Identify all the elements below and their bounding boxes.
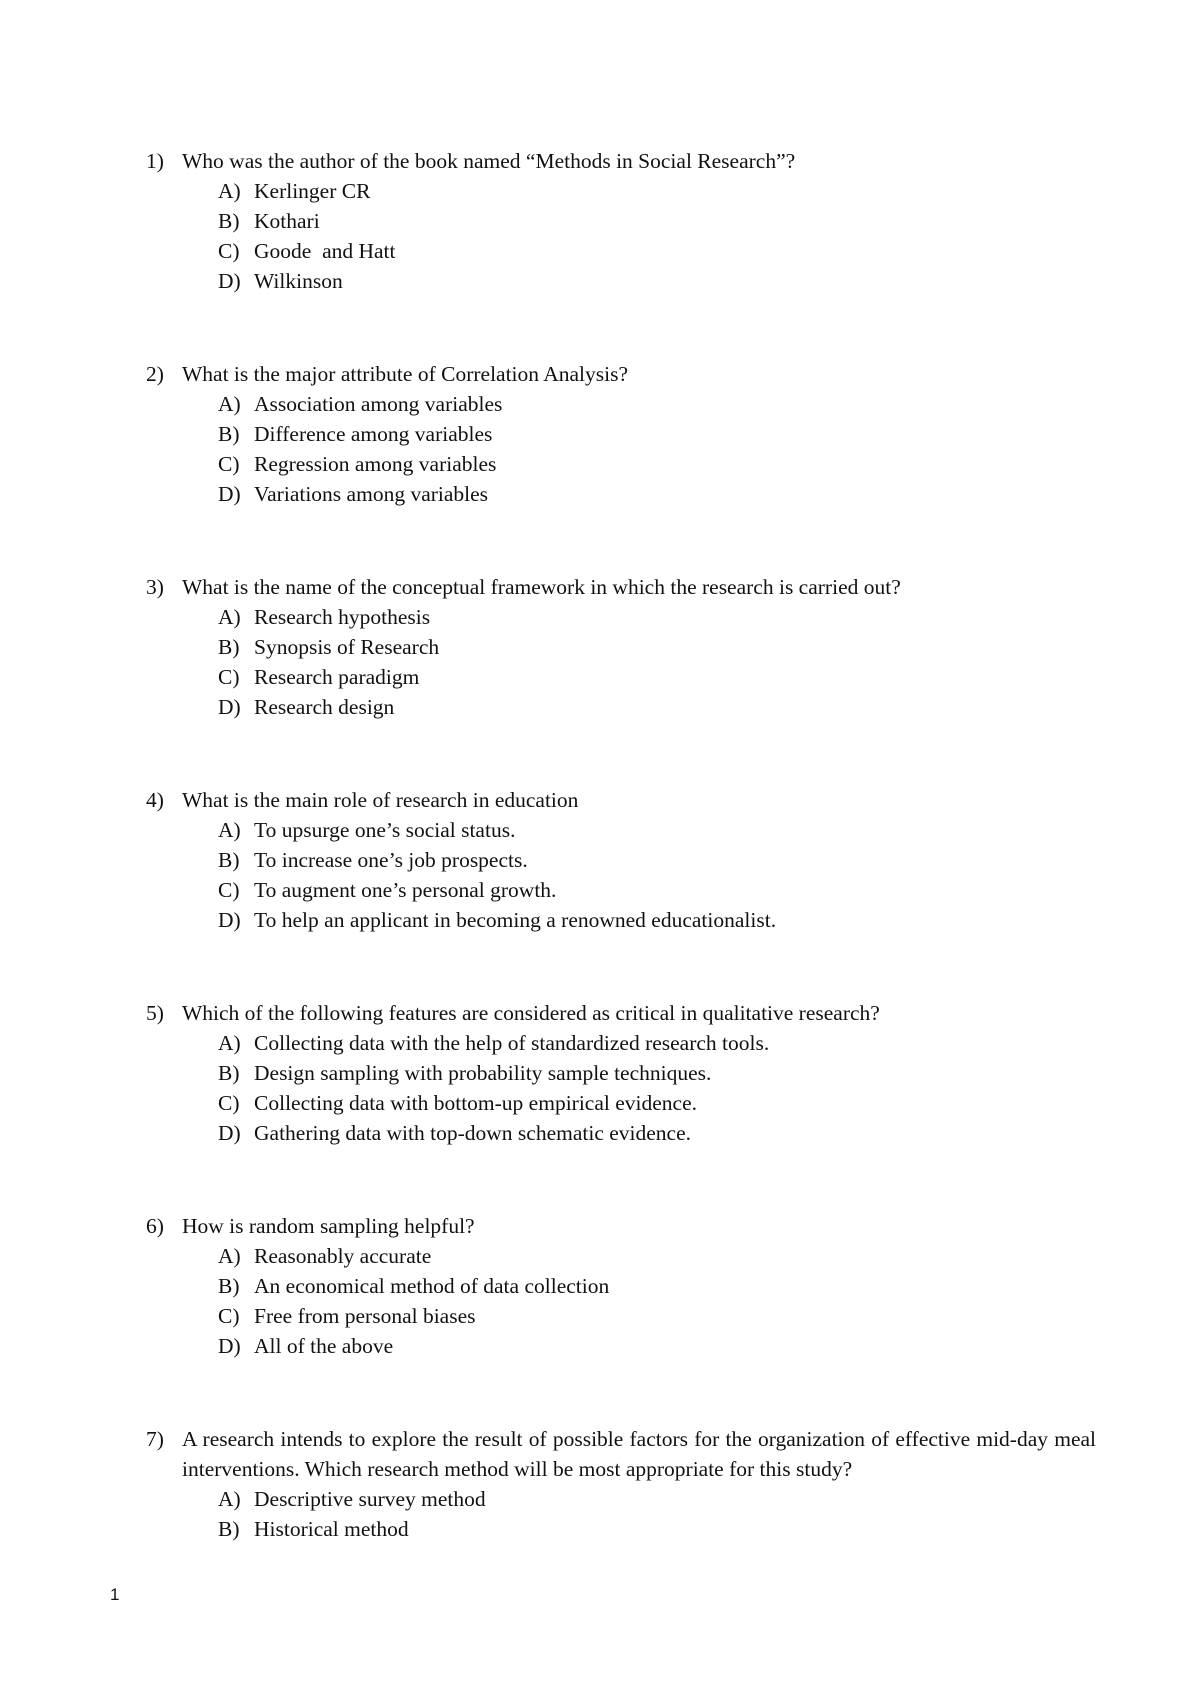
option-a [146, 1241, 1096, 1271]
option-letter: D) [218, 482, 241, 506]
option-letter: A) [218, 818, 241, 842]
question-number: 2) [146, 362, 164, 386]
option-text: To augment one’s personal growth. [254, 878, 557, 902]
option-c [146, 449, 1096, 479]
option-letter: B) [218, 635, 240, 659]
question-list [146, 146, 1096, 1544]
option-list [146, 602, 1096, 722]
option-letter: A) [218, 1031, 241, 1055]
option-text: Goode and Hatt [254, 239, 396, 263]
option-text: To help an applicant in becoming a renowned educationalist. [254, 908, 777, 932]
option-a [146, 1028, 1096, 1058]
option-text: Collecting data with the help of standardized research tools. [254, 1031, 770, 1055]
option-letter: C) [218, 878, 240, 902]
option-c [146, 875, 1096, 905]
option-a [146, 602, 1096, 632]
question-number: 4) [146, 788, 164, 812]
option-letter: C) [218, 1304, 240, 1328]
question-prompt: What is the major attribute of Correlation Analysis? [182, 362, 629, 386]
question-5 [146, 998, 1096, 1148]
option-letter: C) [218, 1091, 240, 1115]
question-7 [146, 1424, 1096, 1544]
option-list [146, 1484, 1096, 1544]
question-prompt: Which of the following features are considered as critical in qualitative research? [182, 1001, 880, 1025]
option-text: Gathering data with top-down schematic evidence. [254, 1121, 692, 1145]
question-number: 5) [146, 1001, 164, 1025]
option-d [146, 905, 1096, 935]
option-d [146, 1331, 1096, 1361]
question-3 [146, 572, 1096, 722]
option-list [146, 389, 1096, 509]
option-letter: B) [218, 1061, 240, 1085]
option-text: Kerlinger CR [254, 179, 371, 203]
option-letter: B) [218, 1517, 240, 1541]
option-text: Design sampling with probability sample techniques. [254, 1061, 712, 1085]
option-c [146, 1088, 1096, 1118]
option-text: Research design [254, 695, 395, 719]
question-6 [146, 1211, 1096, 1361]
option-letter: B) [218, 1274, 240, 1298]
question-number: 1) [146, 149, 164, 173]
question-prompt: How is random sampling helpful? [182, 1214, 475, 1238]
option-letter: C) [218, 665, 240, 689]
option-letter: D) [218, 908, 241, 932]
option-letter: A) [218, 605, 241, 629]
option-text: Difference among variables [254, 422, 493, 446]
question-prompt: What is the name of the conceptual framework in which the research is carried out? [182, 575, 901, 599]
question-text [146, 785, 1096, 815]
option-text: Research paradigm [254, 665, 420, 689]
option-text: Wilkinson [254, 269, 343, 293]
option-text: An economical method of data collection [254, 1274, 610, 1298]
option-letter: A) [218, 1487, 241, 1511]
option-letter: A) [218, 1244, 241, 1268]
question-text [146, 998, 1096, 1028]
option-b [146, 419, 1096, 449]
question-text [146, 146, 1096, 176]
option-text: To upsurge one’s social status. [254, 818, 516, 842]
option-letter: B) [218, 422, 240, 446]
option-d [146, 479, 1096, 509]
question-text [146, 359, 1096, 389]
option-text: To increase one’s job prospects. [254, 848, 528, 872]
option-a [146, 1484, 1096, 1514]
option-text: Kothari [254, 209, 320, 233]
question-number: 3) [146, 575, 164, 599]
question-text [146, 1424, 1096, 1484]
option-list [146, 1028, 1096, 1148]
option-letter: C) [218, 452, 240, 476]
question-prompt: A research intends to explore the result of possible factors for the organization of effective mid-day meal interventions. Which research method will be most appropriate for this study? [182, 1427, 1096, 1481]
option-text: Descriptive survey method [254, 1487, 486, 1511]
option-b [146, 1058, 1096, 1088]
option-text: Synopsis of Research [254, 635, 440, 659]
question-4 [146, 785, 1096, 935]
question-prompt: Who was the author of the book named “Methods in Social Research”? [182, 149, 796, 173]
option-a [146, 815, 1096, 845]
question-number: 7) [146, 1427, 164, 1451]
option-text: Variations among variables [254, 482, 489, 506]
option-letter: D) [218, 1121, 241, 1145]
option-letter: D) [218, 695, 241, 719]
option-letter: B) [218, 848, 240, 872]
option-list [146, 176, 1096, 296]
option-b [146, 1271, 1096, 1301]
option-letter: C) [218, 239, 240, 263]
option-letter: A) [218, 179, 241, 203]
page-number: 1 [110, 1585, 120, 1604]
option-letter: D) [218, 269, 241, 293]
option-c [146, 236, 1096, 266]
option-text: Association among variables [254, 392, 503, 416]
option-letter: D) [218, 1334, 241, 1358]
option-letter: A) [218, 392, 241, 416]
option-d [146, 692, 1096, 722]
option-c [146, 662, 1096, 692]
question-text [146, 1211, 1096, 1241]
option-list [146, 815, 1096, 935]
option-d [146, 266, 1096, 296]
question-number: 6) [146, 1214, 164, 1238]
question-text [146, 572, 1096, 602]
option-b [146, 206, 1096, 236]
option-letter: B) [218, 209, 240, 233]
option-text: Research hypothesis [254, 605, 431, 629]
option-b [146, 1514, 1096, 1544]
option-d [146, 1118, 1096, 1148]
option-a [146, 389, 1096, 419]
option-text: Free from personal biases [254, 1304, 476, 1328]
option-c [146, 1301, 1096, 1331]
option-text: Historical method [254, 1517, 409, 1541]
option-b [146, 845, 1096, 875]
question-1 [146, 146, 1096, 296]
option-a [146, 176, 1096, 206]
question-prompt: What is the main role of research in education [182, 788, 579, 812]
question-2 [146, 359, 1096, 509]
option-text: All of the above [254, 1334, 394, 1358]
option-b [146, 632, 1096, 662]
option-list [146, 1241, 1096, 1361]
option-text: Regression among variables [254, 452, 497, 476]
option-text: Collecting data with bottom-up empirical evidence. [254, 1091, 698, 1115]
option-text: Reasonably accurate [254, 1244, 432, 1268]
